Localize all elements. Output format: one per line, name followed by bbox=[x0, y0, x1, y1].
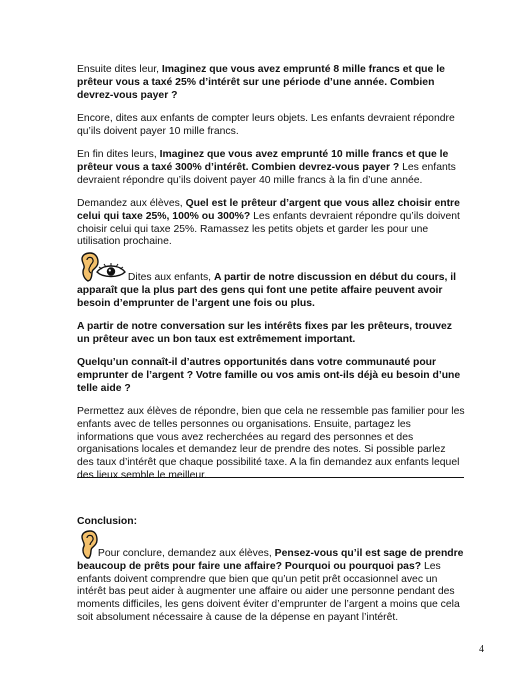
p4-bold: Quel est le prêteur d’argent que vous allez choisir entre celui qui taxe 25%, 100% ou 300%? bbox=[77, 198, 460, 222]
p3-lead: En fin dites leurs, bbox=[77, 149, 160, 160]
p1-lead: Ensuite dites leur, bbox=[77, 64, 162, 75]
paragraph-2 bbox=[77, 113, 465, 139]
p6-bold: A partir de notre conversation sur les intérêts fixes par les prêteurs, trouvez un prêteur avec un bon taux est extrêmement important. bbox=[77, 321, 452, 345]
p4-tail: Les enfants devraient répondre qu’ils doivent choisir celui qui taxe 25%. Ramassez les petits objets et garder les pour une utilisation prochaine. bbox=[77, 210, 460, 248]
p7-bold: Quelqu’un connaît-il d’autres opportunités dans votre communauté pour emprunter de l’argent ? Votre famille ou vos amis ont-ils déjà eu besoin d’une telle aide ? bbox=[77, 357, 461, 394]
horizontal-rule bbox=[77, 477, 464, 478]
conclusion-bold: Pensez-vous qu’il est sage de prendre beaucoup de prêts pour faire une affaire? Pourquoi ou pourquoi pas? bbox=[77, 548, 464, 572]
paragraph-5 bbox=[77, 272, 465, 310]
paragraph-8 bbox=[77, 406, 465, 483]
p5-lead: Dites aux enfants, bbox=[125, 272, 214, 283]
p5-bold: A partir de notre discussion en début du cours, il apparaît que la plus part des gens qui font une petite affaire peuvent avoir besoin d’emprunter de l’argent une fois ou plus. bbox=[77, 272, 457, 309]
paragraph-6 bbox=[77, 321, 465, 347]
p3-bold: Imaginez que vous avez emprunté 10 mille francs et que le prêteur vous a taxé 300% d’intérêt. Combien devrez-vous payer ? bbox=[77, 149, 449, 173]
paragraph-3 bbox=[77, 149, 465, 187]
p3-tail: Les enfants devraient répondre qu’ils doivent payer 40 mille francs à la fin d’une année. bbox=[77, 161, 456, 186]
conclusion-paragraph bbox=[77, 548, 465, 625]
page-number: 4 bbox=[479, 644, 484, 655]
conclusion-lead: Pour conclure, demandez aux élèves, bbox=[95, 548, 275, 559]
paragraph-4 bbox=[77, 198, 465, 249]
p1-bold: Imaginez que vous avez emprunté 8 mille francs et que le prêteur vous a taxé 25% d’intérêt sur une période d’une année. Combien devrez-vous payer ? bbox=[77, 64, 445, 101]
paragraph-7 bbox=[77, 357, 465, 395]
paragraph-1 bbox=[77, 64, 465, 102]
p8-text: Permettez aux élèves de répondre, bien que cela ne ressemble pas familier pour les enfants avec de telles personnes ou organisations. Ensuite, partagez les informations que vous avez recherchées au regard des personnes et des organisations locales et demandez leur de prendre des notes. Si possible parlez des taux d’intérêt que chaque possibilité taxe. A la fin demandez aux enfants lequel des lieux semble le meilleur. bbox=[77, 406, 465, 481]
p2-text: Encore, dites aux enfants de compter leurs objets. Les enfants devraient répondre qu’ils doivent payer 10 mille francs. bbox=[77, 113, 455, 137]
conclusion-heading: Conclusion: bbox=[77, 516, 138, 527]
conclusion-tail: Les enfants doivent comprendre que bien que qu’un petit prêt occasionnel avec un intérêt bas peut aider à augmenter une affaire ou aider une personne pendant des moments difficiles, les gens doivent éviter d’emprunter de l’argent a moins que cela soit absolument nécessaire à cause de la dépense en payant l’intérêt. bbox=[77, 560, 460, 623]
p4-lead: Demandez aux élèves, bbox=[77, 198, 186, 209]
